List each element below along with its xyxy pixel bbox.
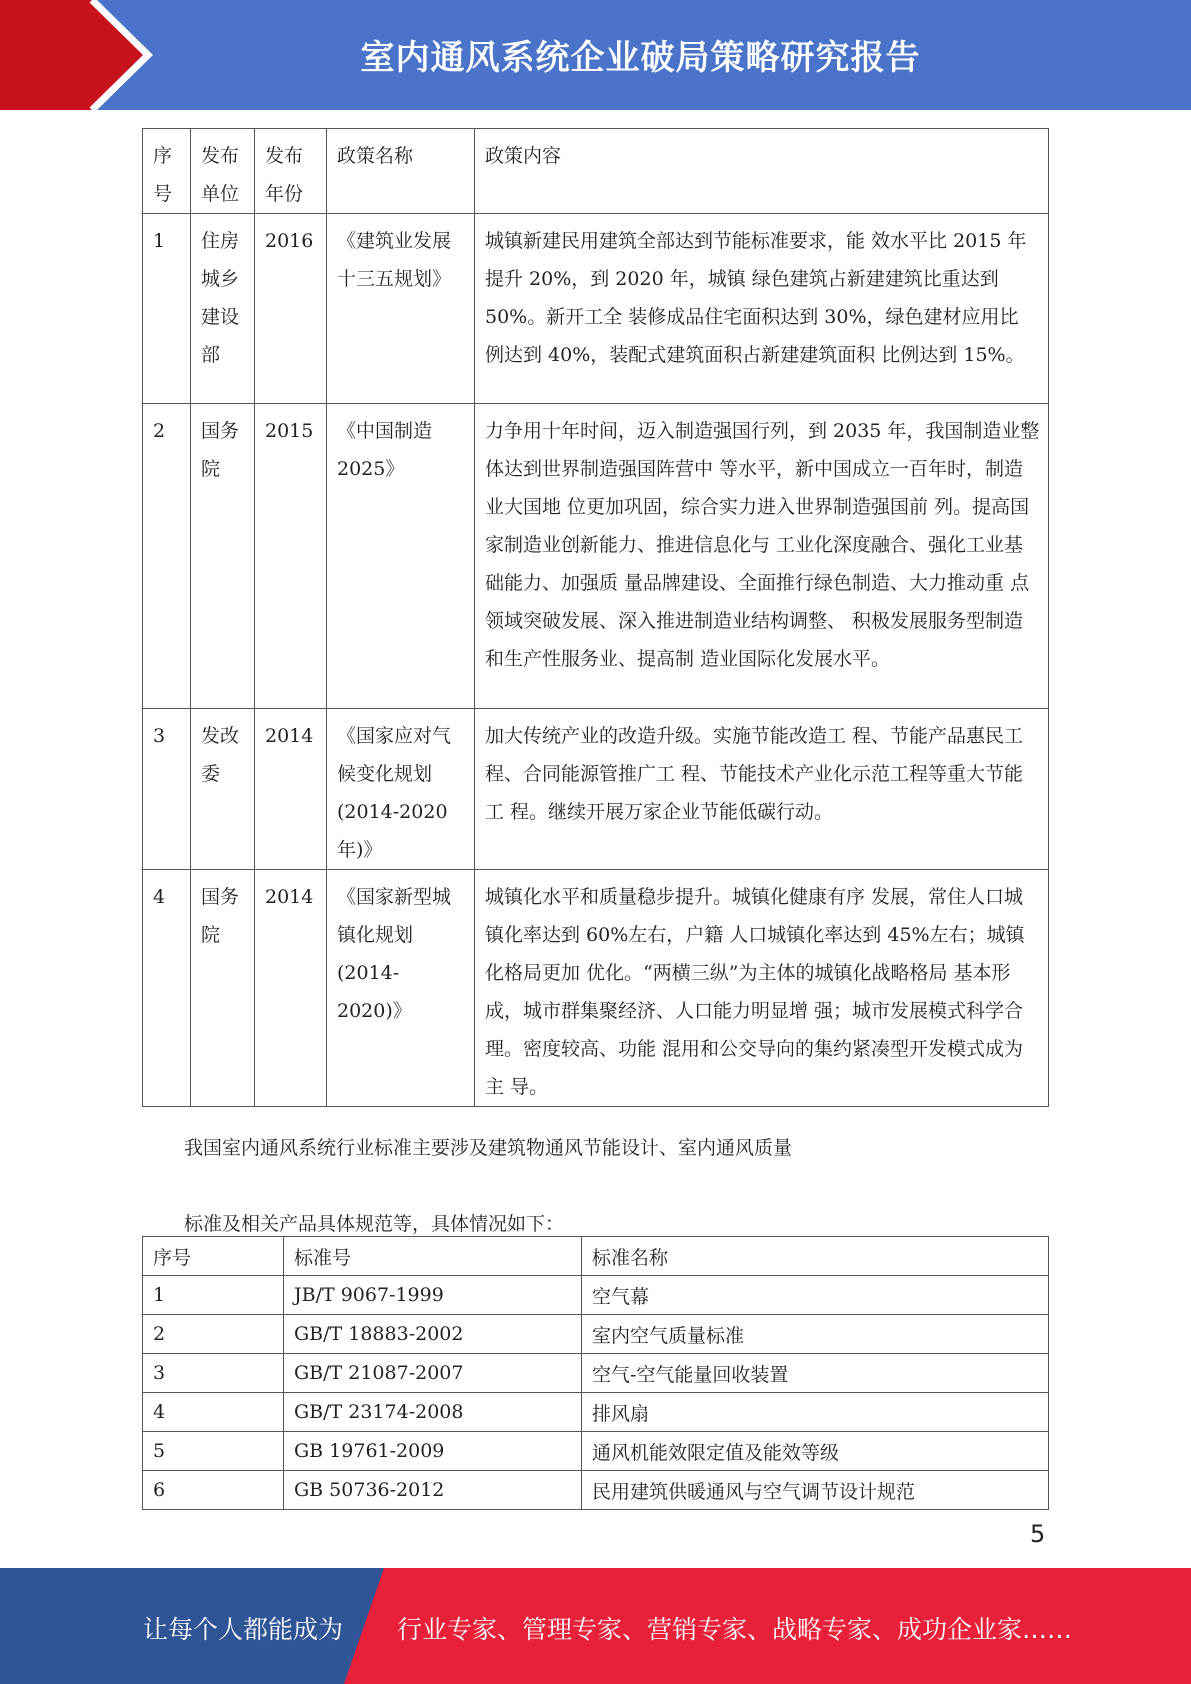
cell-standard-code: GB/T 23174-2008 (284, 1393, 582, 1432)
table-row (143, 1471, 1049, 1510)
cell-policy-name: 《国家应对气候变化规划(2014-2020年)》 (327, 709, 475, 870)
cell-index: 6 (143, 1471, 284, 1510)
page-footer (0, 1568, 1191, 1684)
standards-table (142, 1236, 1049, 1510)
footer-slogan-right: 行业专家、管理专家、营销专家、战略专家、成功企业家…… (397, 1615, 1073, 1644)
cell-year: 2014 (255, 870, 327, 1107)
cell-policy-name: 《中国制造2025》 (327, 404, 475, 709)
cell-issuer: 发改委 (191, 709, 255, 870)
cell-index: 2 (143, 404, 191, 709)
header-cell: 序号 (143, 1237, 284, 1276)
cell-issuer: 国务院 (191, 404, 255, 709)
report-title: 室内通风系统企业破局策略研究报告 (360, 38, 921, 78)
cell-standard-code: GB 50736-2012 (284, 1471, 582, 1510)
cell-index: 4 (143, 870, 191, 1107)
table-row (143, 214, 1049, 404)
header-cell: 政策名称 (327, 129, 475, 214)
cell-policy-content: 力争用十年时间，迈入制造强国行列，到 2035 年，我国制造业整体达到世界制造强国阵营中 等水平，新中国成立一百年时，制造业大国地 位更加巩固，综合实力进入世界制造强国前 列。提高国家制造业创新能力、推进信息化与 工业化深度融合、强化工业基础能力、加强质 量品牌建设、全面推行绿色制造、大力推动重 点领域突破发展、深入推进制造业结构调整、 积极发展服务型制造和生产性服务业、提高制 造业国际化发展水平。 (475, 404, 1049, 709)
cell-index: 2 (143, 1315, 284, 1354)
cell-standard-code: JB/T 9067-1999 (284, 1276, 582, 1315)
cell-standard-name: 民用建筑供暖通风与空气调节设计规范 (582, 1471, 1049, 1510)
cell-index: 4 (143, 1393, 284, 1432)
cell-issuer: 国务院 (191, 870, 255, 1107)
table-row (143, 1315, 1049, 1354)
cell-index: 1 (143, 214, 191, 404)
cell-standard-code: GB 19761-2009 (284, 1432, 582, 1471)
cell-issuer: 住房城乡建设部 (191, 214, 255, 404)
cell-policy-content: 城镇新建民用建筑全部达到节能标准要求，能 效水平比 2015 年提升 20%，到 2020 年，城镇 绿色建筑占新建建筑比重达到 50%。新开工全 装修成品住宅面积达到 30%，绿色建材应用比 例达到 40%，装配式建筑面积占新建建筑面积 比例达到 15%。 (475, 214, 1049, 404)
cell-index: 1 (143, 1276, 284, 1315)
body-paragraph: 我国室内通风系统行业标准主要涉及建筑物通风节能设计、室内通风质量 (184, 1137, 793, 1159)
cell-index: 3 (143, 709, 191, 870)
cell-standard-name: 空气幕 (582, 1276, 1049, 1315)
cell-standard-name: 排风扇 (582, 1393, 1049, 1432)
header-cell: 发布单位 (191, 129, 255, 214)
header-cell: 标准名称 (582, 1237, 1049, 1276)
cell-policy-name: 《国家新型城镇化规划(2014-2020)》 (327, 870, 475, 1107)
header-cell: 发布年份 (255, 129, 327, 214)
table-row (143, 1432, 1049, 1471)
cell-policy-content: 城镇化水平和质量稳步提升。城镇化健康有序 发展，常住人口城镇化率达到 60%左右，户籍 人口城镇化率达到 45%左右；城镇化格局更加 优化。“两横三纵”为主体的城镇化战略格局 基本形成，城市群集聚经济、人口能力明显增 强；城市发展模式科学合理。密度较高、功能 混用和公交导向的集约紧凑型开发模式成为主 导。 (475, 870, 1049, 1107)
header-cell: 政策内容 (475, 129, 1049, 214)
policy-table (142, 128, 1049, 1107)
cell-index: 5 (143, 1432, 284, 1471)
cell-policy-name: 《建筑业发展十三五规划》 (327, 214, 475, 404)
table-row (143, 1393, 1049, 1432)
cell-index: 3 (143, 1354, 284, 1393)
header-cell: 标准号 (284, 1237, 582, 1276)
table-row (143, 1276, 1049, 1315)
table-row (143, 709, 1049, 870)
page-header (0, 0, 1191, 110)
cell-year: 2015 (255, 404, 327, 709)
cell-standard-code: GB/T 18883-2002 (284, 1315, 582, 1354)
cell-year: 2016 (255, 214, 327, 404)
page-number: 5 (1030, 1520, 1046, 1548)
table-row (143, 870, 1049, 1107)
cell-year: 2014 (255, 709, 327, 870)
cell-standard-code: GB/T 21087-2007 (284, 1354, 582, 1393)
cell-standard-name: 通风机能效限定值及能效等级 (582, 1432, 1049, 1471)
table-header-row (143, 129, 1049, 214)
header-cell: 序号 (143, 129, 191, 214)
cell-policy-content: 加大传统产业的改造升级。实施节能改造工 程、节能产品惠民工程、合同能源管推广工 程、节能技术产业化示范工程等重大节能工 程。继续开展万家企业节能低碳行动。 (475, 709, 1049, 870)
footer-slogan-left: 让每个人都能成为 (143, 1615, 344, 1644)
body-paragraph: 标准及相关产品具体规范等，具体情况如下： (184, 1213, 565, 1235)
table-row (143, 1354, 1049, 1393)
cell-standard-name: 空气-空气能量回收装置 (582, 1354, 1049, 1393)
cell-standard-name: 室内空气质量标准 (582, 1315, 1049, 1354)
table-header-row (143, 1237, 1049, 1276)
table-row (143, 404, 1049, 709)
